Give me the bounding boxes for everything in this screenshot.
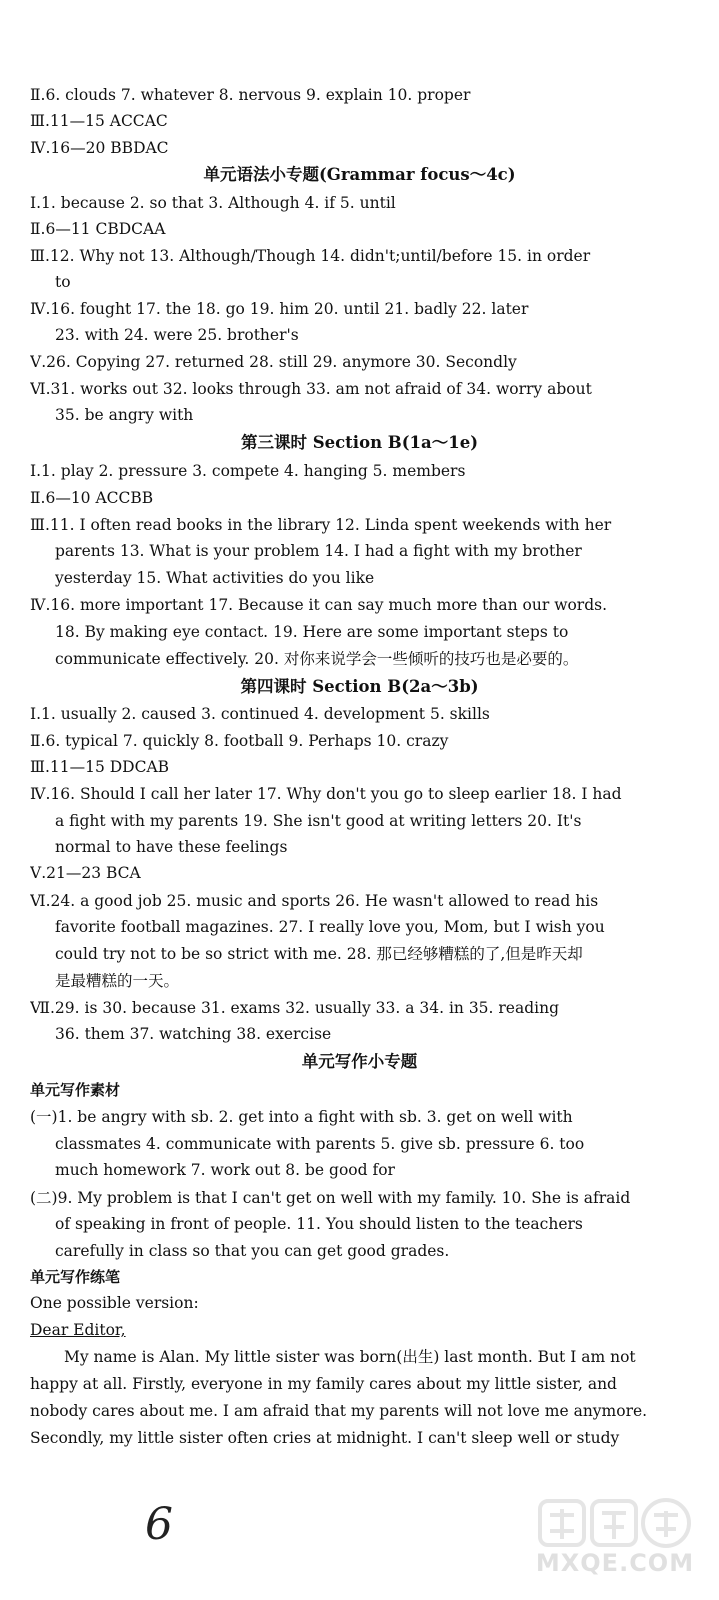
answer-line: Ⅶ.29. is 30. because 31. exams 32. usually 33. a 34. in 35. reading (30, 999, 559, 1017)
answer-line: carefully in class so that you can get good grades. (55, 1242, 450, 1260)
answer-line: 18. By making eye contact. 19. Here are some important steps to (55, 623, 569, 641)
answer-line: Ⅱ.6. clouds 7. whatever 8. nervous 9. explain 10. proper (30, 86, 471, 104)
answer-line: Ⅵ.31. works out 32. looks through 33. am not afraid of 34. worry about (30, 380, 592, 398)
section-heading: 单元语法小专题(Grammar focus～4c) (203, 165, 516, 184)
essay-intro: One possible version: (30, 1294, 199, 1312)
answer-line: could try not to be so strict with me. 28. 那已经够糟糕的了,但是昨天却 (55, 945, 583, 963)
answer-line: Ⅲ.11—15 ACCAC (30, 112, 168, 130)
answer-line: Ⅱ.6—10 ACCBB (30, 489, 154, 507)
watermark-emblem-icon (520, 1495, 710, 1551)
sub-heading: 单元写作练笔 (30, 1268, 121, 1286)
answer-line: Ⅲ.11—15 DDCAB (30, 758, 170, 776)
answer-line: Ⅱ.6. typical 7. quickly 8. football 9. Perhaps 10. crazy (30, 732, 449, 750)
answer-line: Ⅰ.1. usually 2. caused 3. continued 4. development 5. skills (30, 705, 490, 723)
answer-line: 是最糟糕的一天。 (55, 972, 180, 990)
answer-line: Ⅳ.16. fought 17. the 18. go 19. him 20. until 21. badly 22. later (30, 300, 529, 318)
essay-salutation: Dear Editor, (30, 1321, 126, 1339)
answer-line: Ⅴ.21—23 BCA (30, 864, 141, 882)
answer-line: Ⅴ.26. Copying 27. returned 28. still 29. anymore 30. Secondly (30, 353, 517, 371)
answer-line: Ⅲ.11. I often read books in the library 12. Linda spent weekends with her (30, 516, 612, 534)
answer-line: (一)1. be angry with sb. 2. get into a fight with sb. 3. get on well with (30, 1108, 573, 1126)
section-heading: 第三课时 Section B(1a～1e) (240, 433, 479, 452)
answer-line: of speaking in front of people. 11. You should listen to the teachers (55, 1215, 583, 1233)
answer-line: Ⅳ.16—20 BBDAC (30, 139, 169, 157)
answer-line: parents 13. What is your problem 14. I had a fight with my brother (55, 542, 582, 560)
answer-line: communicate effectively. 20. 对你来说学会一些倾听的技巧也是必要的。 (55, 650, 579, 668)
answer-line: normal to have these feelings (55, 838, 288, 856)
answer-line: Ⅵ.24. a good job 25. music and sports 26. He wasn't allowed to read his (30, 892, 599, 910)
answer-line: much homework 7. work out 8. be good for (55, 1161, 395, 1179)
answer-line: a fight with my parents 19. She isn't good at writing letters 20. It's (55, 812, 582, 830)
answer-line: yesterday 15. What activities do you like (55, 569, 375, 587)
sub-heading: 单元写作素材 (30, 1081, 121, 1099)
section-heading: 第四课时 Section B(2a～3b) (240, 677, 479, 696)
page-number: 6 (145, 1499, 173, 1550)
essay-line: nobody cares about me. I am afraid that my parents will not love me anymore. (30, 1402, 648, 1420)
section-heading: 单元写作小专题 (301, 1052, 418, 1071)
answer-line: Ⅳ.16. Should I call her later 17. Why don't you go to sleep earlier 18. I had (30, 785, 622, 803)
essay-line: happy at all. Firstly, everyone in my family cares about my little sister, and (30, 1375, 617, 1393)
answer-line: 36. them 37. watching 38. exercise (55, 1025, 332, 1043)
answer-line: 23. with 24. were 25. brother's (55, 326, 299, 344)
watermark-url: MXQE.COM (535, 1549, 695, 1577)
answer-line: Ⅳ.16. more important 17. Because it can say much more than our words. (30, 596, 608, 614)
essay-line: My name is Alan. My little sister was born(出生) last month. But I am not (64, 1348, 636, 1366)
answer-line: Ⅰ.1. play 2. pressure 3. compete 4. hanging 5. members (30, 462, 466, 480)
answer-line: 35. be angry with (55, 406, 194, 424)
answer-line: Ⅰ.1. because 2. so that 3. Although 4. if 5. until (30, 194, 396, 212)
answer-line: Ⅲ.12. Why not 13. Although/Though 14. didn't;until/before 15. in order (30, 247, 591, 265)
answer-line: (二)9. My problem is that I can't get on well with my family. 10. She is afraid (30, 1189, 631, 1207)
answer-line: favorite football magazines. 27. I really love you, Mom, but I wish you (55, 918, 605, 936)
watermark-logo (520, 1495, 710, 1595)
essay-line: Secondly, my little sister often cries at midnight. I can't sleep well or study (30, 1429, 620, 1447)
answer-line: Ⅱ.6—11 CBDCAA (30, 220, 166, 238)
answer-line: to (55, 273, 71, 291)
answer-line: classmates 4. communicate with parents 5. give sb. pressure 6. too (55, 1135, 585, 1153)
